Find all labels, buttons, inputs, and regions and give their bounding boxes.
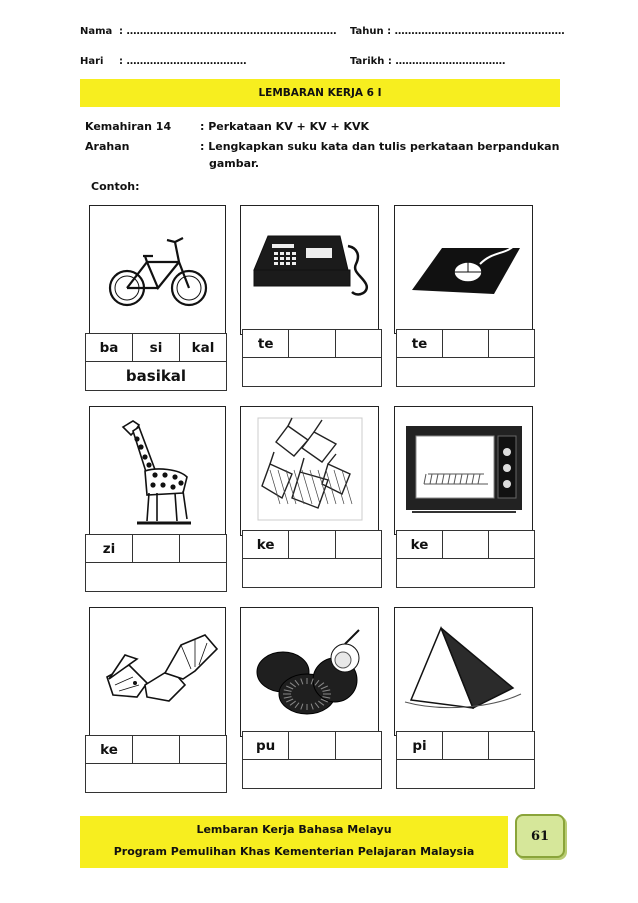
answer-blank[interactable] bbox=[396, 357, 535, 387]
answer-blank[interactable] bbox=[242, 357, 382, 387]
picture-frame-bat bbox=[89, 607, 226, 743]
ketupat-icon bbox=[252, 414, 368, 528]
bicycle-icon bbox=[103, 226, 213, 320]
bat-icon bbox=[95, 625, 221, 725]
syllable-cell: te bbox=[397, 330, 443, 358]
syllable-row bbox=[396, 731, 535, 761]
arahan-value: : Lengkapkan suku kata dan tulis perkataan berpandukan bbox=[200, 140, 560, 153]
answer-blank[interactable] bbox=[85, 562, 227, 592]
answer-blank[interactable] bbox=[396, 759, 535, 789]
syllable-blank[interactable] bbox=[489, 531, 534, 559]
nama-label: Nama bbox=[80, 26, 113, 37]
syllable-blank[interactable] bbox=[133, 535, 180, 563]
syllable-blank[interactable] bbox=[180, 736, 226, 764]
picture-frame-pyramid bbox=[394, 607, 533, 736]
syllable-blank[interactable] bbox=[443, 732, 489, 760]
nama-field: : ……………………………………………………… bbox=[119, 26, 337, 37]
worksheet-title: LEMBARAN KERJA 6 I bbox=[80, 79, 560, 107]
picture-frame-computer-mouse bbox=[394, 205, 533, 334]
picture-frame-rambutan bbox=[240, 607, 379, 737]
syllable-blank[interactable] bbox=[443, 531, 489, 559]
syllable-blank[interactable] bbox=[180, 535, 226, 563]
syllable-blank[interactable] bbox=[443, 330, 489, 358]
syllable-row bbox=[85, 735, 227, 765]
contoh-label: Contoh: bbox=[91, 180, 140, 193]
syllable-row bbox=[242, 731, 382, 761]
syllable-row bbox=[396, 329, 535, 359]
computer-mouse-icon bbox=[402, 228, 526, 312]
footer-line-2: Program Pemulihan Khas Kementerian Pelajaran Malaysia bbox=[113, 845, 475, 858]
syllable-cell: ke bbox=[243, 531, 289, 559]
answer-word: basikal bbox=[85, 361, 227, 391]
footer-line-1: Lembaran Kerja Bahasa Melayu bbox=[196, 823, 392, 836]
syllable-blank[interactable] bbox=[133, 736, 180, 764]
syllable-cell: zi bbox=[86, 535, 133, 563]
kemahiran-label: Kemahiran 14 bbox=[85, 120, 172, 133]
syllable-cell: pi bbox=[397, 732, 443, 760]
hari-field: : ……………………………… bbox=[119, 56, 247, 67]
pyramid-icon bbox=[401, 622, 527, 722]
syllable-row bbox=[85, 534, 227, 564]
page-number-badge: 61 bbox=[515, 814, 565, 858]
syllable-row bbox=[242, 329, 382, 359]
syllable-row bbox=[85, 333, 227, 363]
syllable-blank[interactable] bbox=[289, 330, 335, 358]
picture-frame-giraffe bbox=[89, 406, 226, 542]
syllable-cell: pu bbox=[243, 732, 289, 760]
syllable-blank[interactable] bbox=[489, 330, 534, 358]
syllable-blank[interactable] bbox=[289, 531, 335, 559]
arahan-label: Arahan bbox=[85, 140, 130, 153]
answer-blank[interactable] bbox=[85, 763, 227, 793]
answer-blank[interactable] bbox=[242, 558, 382, 588]
picture-frame-telephone bbox=[240, 205, 379, 335]
syllable-blank[interactable] bbox=[336, 732, 381, 760]
syllable-cell: ba bbox=[86, 334, 133, 362]
answer-blank[interactable] bbox=[242, 759, 382, 789]
telephone-icon bbox=[248, 226, 372, 314]
syllable-blank[interactable] bbox=[489, 732, 534, 760]
kemahiran-value: : Perkataan KV + KV + KVK bbox=[200, 120, 370, 133]
syllable-cell: si bbox=[133, 334, 180, 362]
rambutan-icon bbox=[247, 622, 373, 722]
oven-icon bbox=[402, 422, 526, 520]
syllable-row bbox=[396, 530, 535, 560]
picture-frame-ketupat bbox=[240, 406, 379, 536]
syllable-cell: kal bbox=[191, 340, 215, 356]
syllable-cell: ke bbox=[397, 531, 443, 559]
hari-label: Hari bbox=[80, 56, 104, 67]
arahan-value-cont: gambar. bbox=[209, 157, 260, 170]
tarikh-field: Tarikh : …………………………… bbox=[350, 56, 506, 67]
syllable-blank[interactable] bbox=[289, 732, 335, 760]
syllable-cell: ke bbox=[86, 736, 133, 764]
picture-frame-oven bbox=[394, 406, 533, 535]
syllable-blank[interactable] bbox=[336, 330, 381, 358]
giraffe-icon bbox=[117, 413, 199, 535]
picture-frame-bicycle bbox=[89, 205, 226, 341]
syllable-row bbox=[242, 530, 382, 560]
syllable-blank[interactable] bbox=[336, 531, 381, 559]
answer-blank[interactable] bbox=[396, 558, 535, 588]
tahun-field: Tahun : …………………………………………… bbox=[350, 26, 565, 37]
syllable-cell: te bbox=[243, 330, 289, 358]
